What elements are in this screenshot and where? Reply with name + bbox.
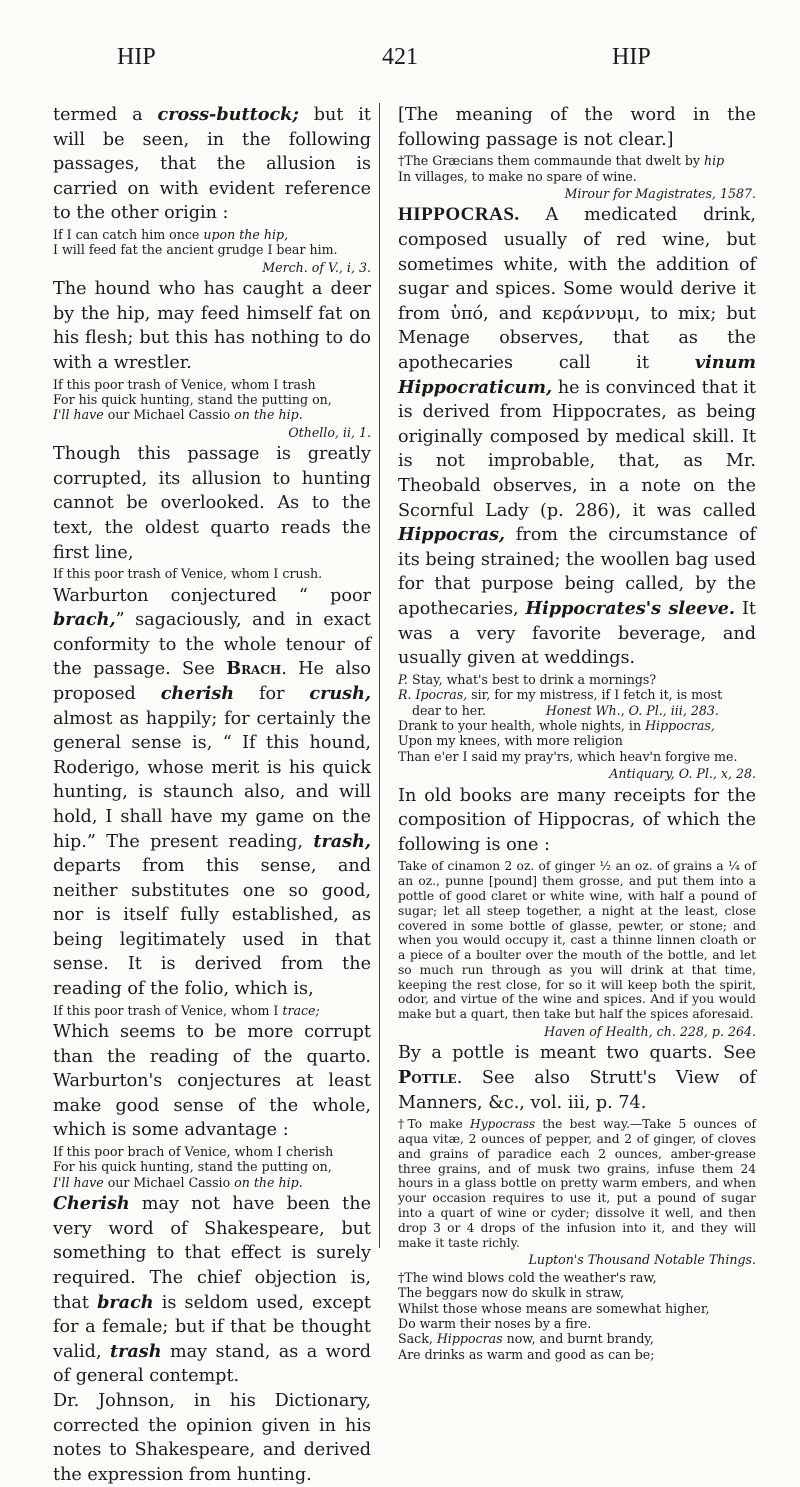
- paragraph-folio: Which seems to be more corrupt than the reading of the quarto. Warburton's conjectures at least make good sense of the whole, which is some advantage :: [53, 1022, 371, 1141]
- paragraph-cross-buttock: termed a cross-buttock; but it will be seen, in the following passages, that the allusion is carried on with evident reference to the other origin :: [53, 104, 371, 224]
- running-header: [0, 44, 800, 74]
- quote-othello: If this poor trash of Venice, whom I trash For his quick hunting, stand the putting on, I'll have our Michael Cassio on the hip.: [53, 376, 332, 423]
- verse-wind-blows: †The wind blows cold the weather's raw, The beggars now do skulk in straw, Whilst those whose means are somewhat higher, Do warm their noses by a fire. Sack, Hippocras now, and burnt brandy, Are drinks as warm and good as can be;: [398, 1269, 710, 1362]
- recipe-lupton: †To make Hypocrass the best way.—Take 5 ounces of aqua vitæ, 2 ounces of pepper, and 2 of ginger, of cloves and grains of paradice each 2 ounces, amber-grease three grains, and of musk two grains, infuse them 24 hours in a glass bottle on pretty warm embers, and when your occasion requires to use it, put a pound of sugar into a quart of wine or cyder; dissolve it well, and then drop 3 or 4 drops of the infusion into it, and they will make it taste richly.: [398, 1117, 756, 1250]
- paragraph-warburton: Warburton conjectured “ poor brach,” sagaciously, and in exact conformity to the whole tenour of the passage. See Brach. He also proposed cherish for crush, almost as happily; for certainly the general sense is, “ If this hound, Roderigo, whose merit is his quick hunting, is staunch also, and will hold, I shall have my game on the hip.” The present reading, trash, departs from this sense, and neither substitutes one so good, nor is itself fully established, as being legitimately used in that sense. It is derived from the reading of the folio, which is,: [53, 585, 371, 1000]
- paragraph-pottle: By a pottle is meant two quarts. See Pottle. See also Strutt's View of Manners, &c., vol. iii, p. 74.: [398, 1043, 756, 1113]
- entry-hippocras: HIPPOCRAS. A medicated drink, composed usually of red wine, but sometimes white, with the addition of sugar and spices. Some would derive it from ὑπό, and κεράννυμι, to mix; but Menage observes, that as the apothecaries call it vinum Hippocraticum, he is convinced that it is derived from Hippocrates, as being originally composed by medical skill. It is not improbable, that, as Mr. Theobald observes, in a note on the Scornful Lady (p. 286), it was called Hippocras, from the circumstance of its being strained; the woollen bag used for that purpose being called, by the apothecaries, Hippocrates's sleeve. It was a very favorite beverage, and usually given at weddings.: [398, 204, 756, 669]
- quote-quarto: If this poor trash of Venice, whom I crush.: [53, 566, 323, 582]
- paragraph-meaning: [The meaning of the word in the following passage is not clear.]: [398, 105, 756, 150]
- header-left-word: HIP: [117, 44, 156, 70]
- right-column: [398, 103, 756, 1364]
- citation: Mirour for Magistrates, 1587.: [564, 186, 756, 201]
- headword: HIPPOCRAS.: [398, 204, 520, 226]
- paragraph-hound: The hound who has caught a deer by the hip, may feed himself fat on his flesh; but this has nothing to do with a wrestler.: [53, 279, 371, 373]
- citation: Lupton's Thousand Notable Things.: [528, 1252, 756, 1268]
- paragraph-corrupted: Though this passage is greatly corrupted, its allusion to hunting cannot be overlooked. As to the text, the oldest quarto reads the first line,: [53, 444, 371, 563]
- quote-warburton-reading: If this poor brach of Venice, whom I cherish For his quick hunting, stand the putting on, I'll have our Michael Cassio on the hip.: [53, 1144, 334, 1190]
- citation: Merch. of V., i, 3.: [262, 259, 371, 275]
- recipe-haven-of-health: Take of cinamon 2 oz. of ginger ½ an oz. of grains a ¼ of an oz., punne [pound] them grosse, and put them into a pottle of good claret or white wine, with half a pound of sugar; let all steep together, a night at the least, close covered in some bottle of glasse, pewter, or stone; and when you would occupy it, cast a thinne linnen cloath or a piece of a boulter over the mouth of the bottle, and let so much run through as you will drink at that time, keeping the rest close, for so it will keep both the spirit, odor, and virtue of the wine and spices. And if you would make but a quart, then take but half the spices aforesaid.: [398, 859, 756, 1022]
- left-column: [53, 103, 380, 1485]
- page-number: 421: [382, 44, 418, 70]
- paragraph-receipts: In old books are many receipts for the composition of Hippocras, of which the following is one :: [398, 785, 756, 855]
- quote-mirour: †The Græcians them commaunde that dwelt by hip In villages, to make no spare of wine.: [398, 153, 725, 184]
- citation: Othello, ii, 1.: [288, 424, 371, 440]
- header-right-word: HIP: [612, 44, 651, 70]
- paragraph-cherish: Cherish may not have been the very word of Shakespeare, but something to that effect is surely required. The chief objection is, that brach is seldom used, except for a female; but if that be thought valid, trash may stand, as a word of general contempt.: [53, 1193, 371, 1387]
- citation: Haven of Health, ch. 228, p. 264.: [544, 1024, 756, 1040]
- quote-dialogue: P. Stay, what's best to drink a mornings? R. Ipocras, sir, for my mistress, if I fetch it, is most dear to her. Honest Wh., O. Pl., iii, 283. Drank to your health, whole nights, in Hippocras, Upon my knees, with more religion Than e'er I said my pray'rs, which heav'n forgive me.: [398, 671, 738, 764]
- citation: Antiquary, O. Pl., x, 28.: [609, 766, 756, 782]
- paragraph-johnson: Dr. Johnson, in his Dictionary, corrected the opinion given in his notes to Shakespeare, and derived the expression from hunting.: [53, 1391, 371, 1485]
- quote-merchant-of-venice: If I can catch him once upon the hip, I will feed fat the ancient grudge I bear him.: [53, 226, 338, 258]
- quote-folio: If this poor trash of Venice, whom I trace;: [53, 1002, 320, 1018]
